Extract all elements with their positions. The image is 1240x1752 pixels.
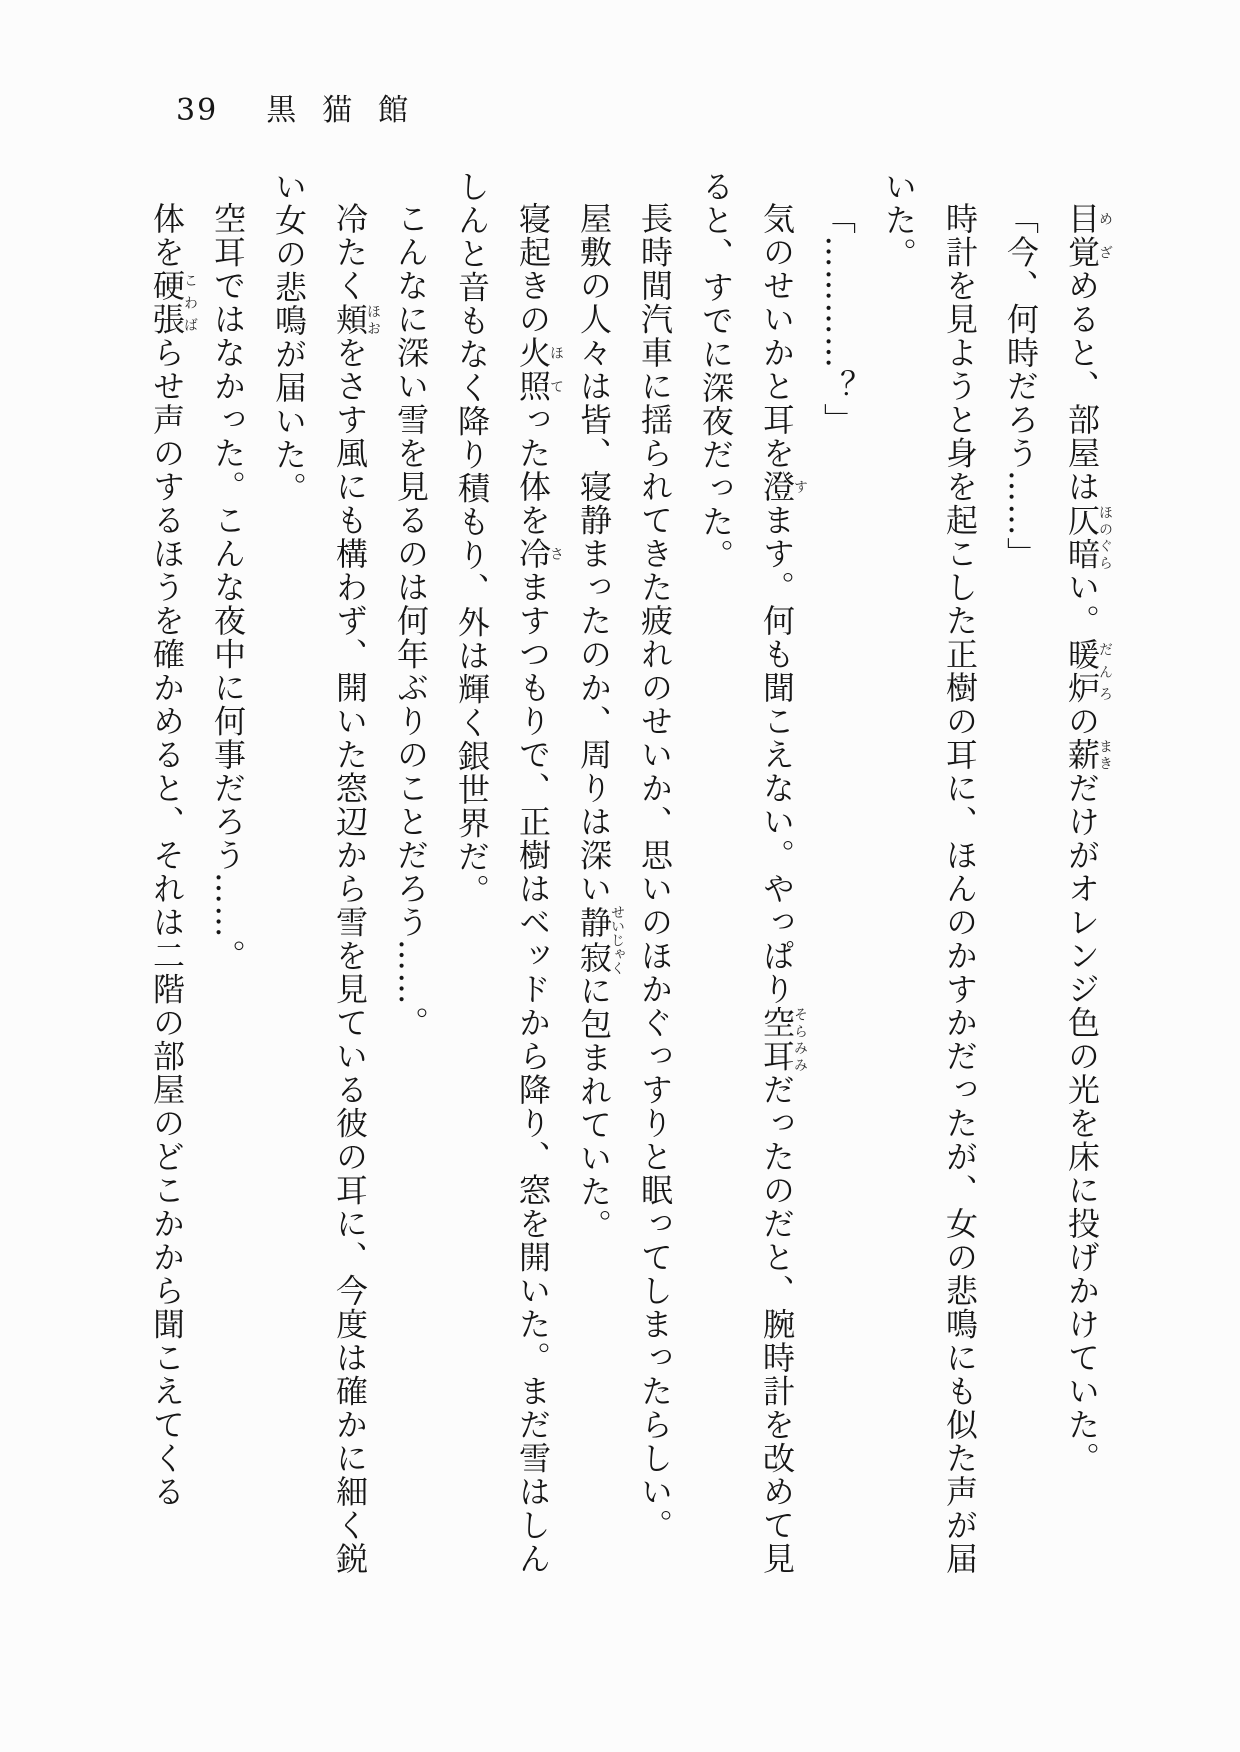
paragraph: 時計を見ようと身を起こした正樹の耳に、ほんのかすかだったが、女の悲鳴にも似た声が届いた。 [880, 170, 979, 1576]
page-header [176, 94, 434, 128]
ruby-annotated-word: 仄暗ほのぐら [1063, 503, 1113, 571]
paragraph: 体を硬張こわばらせ声のするほうを確かめると、それは二階の部屋のどこかから聞こえてくる [148, 202, 198, 1509]
furigana: まき [1097, 738, 1113, 772]
paragraph: 長時間汽車に揺られてきた疲れのせいか、思いのほかぐっすりと眠ってしまったらしい。 [636, 202, 674, 1542]
ruby-annotated-word: 暖炉だんろ [1063, 637, 1113, 705]
furigana: ほて [548, 336, 564, 403]
paragraph: 「今、何時だろう……」 [1002, 202, 1040, 571]
ruby-annotated-word: 澄す [758, 470, 808, 504]
furigana: めざ [1097, 202, 1113, 269]
running-title: 黒猫館 [266, 93, 435, 128]
paragraph: 屋敷の人々は皆、寝静まったのか、周りは深い静寂せいじゃくに包まれていた。 [575, 202, 625, 1242]
paragraph: 冷たく頬ほおをさす風にも構わず、開いた窓辺から雪を見ている彼の耳に、今度は確かに細く鋭い女の悲鳴が届いた。 [270, 170, 381, 1576]
furigana: ほのぐら [1097, 503, 1113, 571]
furigana: ほお [365, 302, 381, 336]
ruby-annotated-word: 空耳そらみみ [758, 1006, 808, 1073]
paragraph: 空耳ではなかった。こんな夜中に何事だろう……。 [209, 202, 247, 973]
furigana: す [792, 470, 808, 504]
paragraph: 寝起きの火照ほてった体を冷さますつもりで、正樹はベッドから降り、窓を開いた。まだ雪はしんしんと音もなく降り積もり、外は輝く銀世界だ。 [453, 170, 564, 1576]
furigana: だんろ [1097, 637, 1113, 705]
ruby-annotated-word: 硬張こわば [148, 269, 198, 336]
ruby-annotated-word: 薪まき [1063, 738, 1113, 772]
furigana: せいじゃく [609, 904, 625, 975]
page-number: 39 [176, 93, 219, 128]
ruby-annotated-word: 頬ほお [331, 302, 381, 336]
furigana: そらみみ [792, 1006, 808, 1073]
ruby-annotated-word: 火照ほて [514, 336, 564, 403]
paragraph: 気のせいかと耳を澄すます。何も聞こえない。やっぱり空耳そらみみだったのだと、腕時計を改めて見ると、すでに深夜だった。 [697, 170, 808, 1576]
paragraph: こんなに深い雪を見るのは何年ぶりのことだろう……。 [392, 202, 430, 1040]
ruby-annotated-word: 静寂せいじゃく [575, 904, 625, 975]
ruby-annotated-word: 目覚めざ [1063, 202, 1113, 269]
body-text [126, 170, 1112, 1590]
furigana: こわば [182, 269, 198, 336]
ruby-annotated-word: 冷さ [514, 537, 564, 571]
paragraph: 「…………？」 [819, 202, 857, 437]
furigana: さ [548, 537, 564, 571]
paragraph: 目覚めざめると、部屋は仄暗ほのぐらい。暖炉だんろの薪まきだけがオレンジ色の光を床に投げかけていた。 [1063, 202, 1113, 1475]
